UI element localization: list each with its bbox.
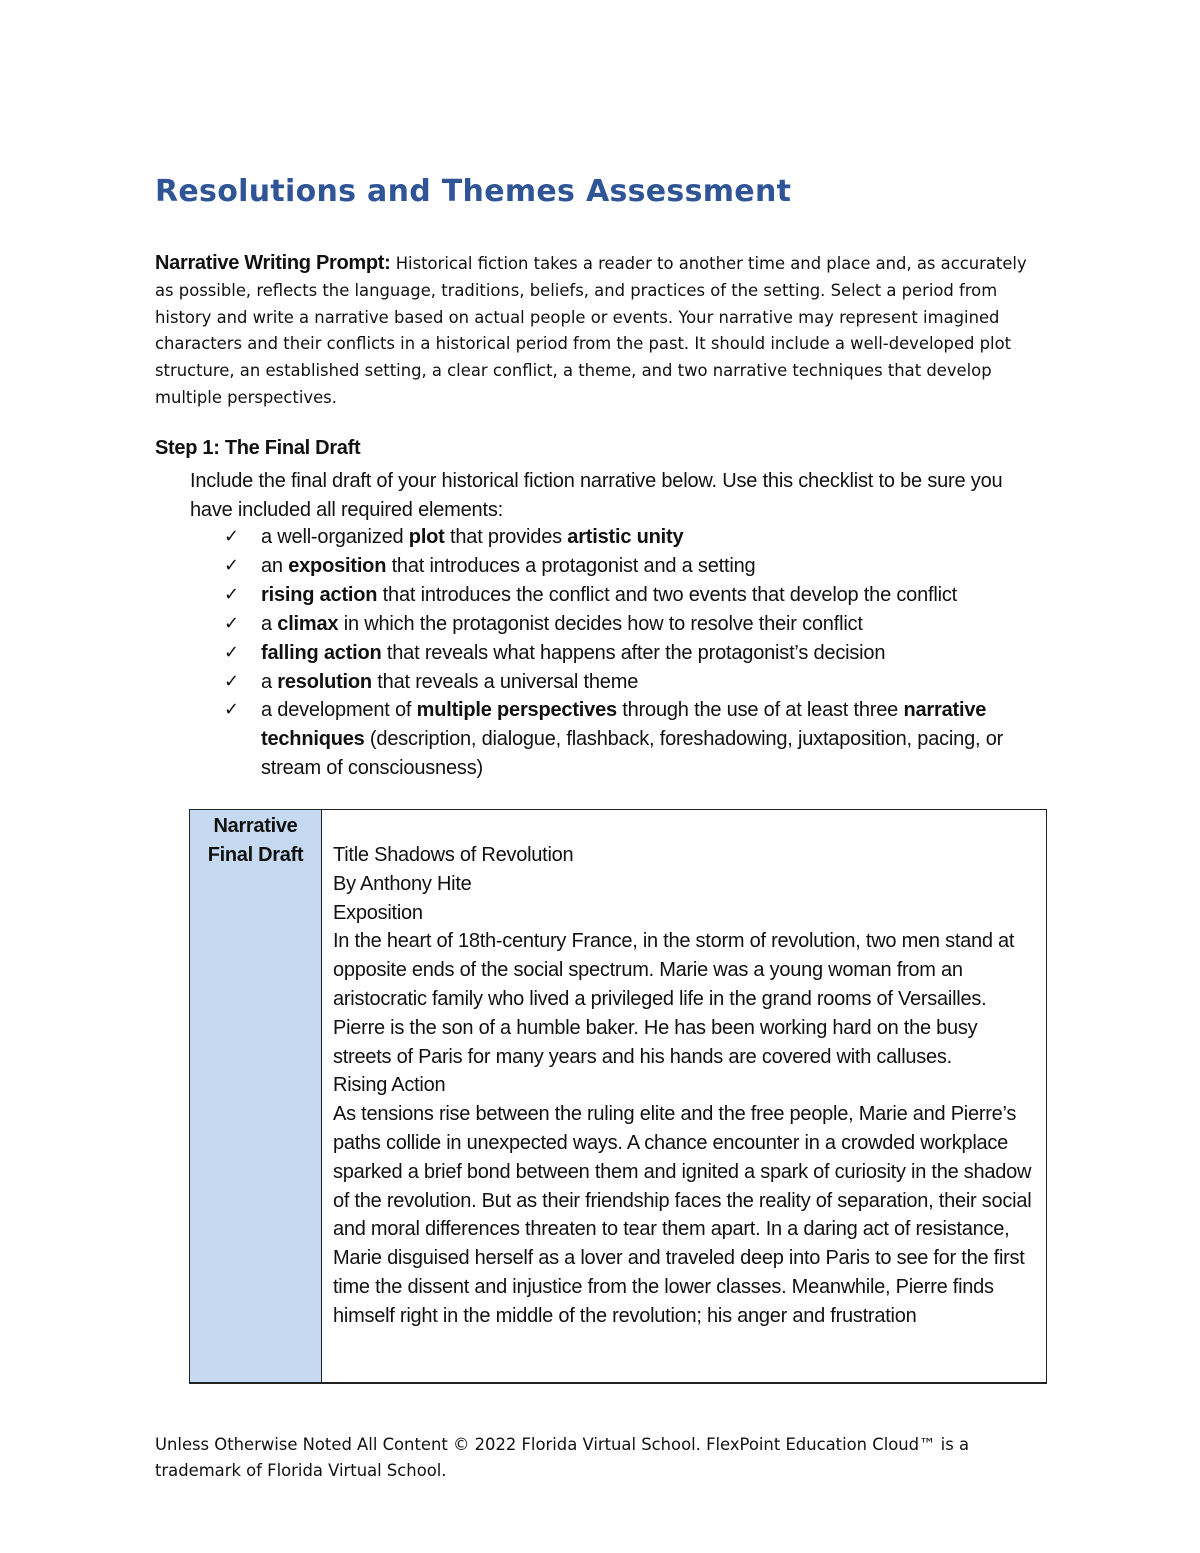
draft-line: In the heart of 18th-century France, in the storm of revolution, two men stand at opposite ends of the social spectrum. Marie was a young woman from an aristocratic family who lived a privileged life in the grand rooms of Versailles. Pierre is the son of a humble baker. He has been working hard on the busy streets of Paris for many years and his hands are covered with calluses. bbox=[333, 930, 1015, 1068]
checkmark-icon: ✓ bbox=[224, 699, 239, 721]
checklist-text: a well-organized bbox=[261, 526, 409, 548]
checklist-item bbox=[224, 639, 1064, 668]
draft-line: Exposition bbox=[333, 901, 423, 924]
checkmark-icon: ✓ bbox=[224, 612, 239, 634]
narrative-final-draft-table bbox=[189, 809, 1047, 1383]
requirements-checklist bbox=[224, 523, 1064, 783]
checklist-term: plot bbox=[408, 526, 445, 548]
prompt-label: Narrative Writing Prompt: bbox=[155, 252, 391, 274]
checklist-item bbox=[224, 610, 1064, 639]
checklist-term: falling action bbox=[261, 641, 382, 664]
checkmark-icon: ✓ bbox=[224, 526, 239, 547]
checklist-text: a bbox=[261, 670, 278, 693]
table-content-cell bbox=[322, 810, 1046, 1382]
checklist-term: rising action bbox=[261, 583, 378, 606]
checklist-item bbox=[224, 581, 1064, 610]
checklist-item bbox=[224, 523, 1064, 552]
checklist-text: (description, dialogue, flashback, foreshadowing, juxtaposition, pacing, or stream of consciousness) bbox=[261, 728, 1004, 780]
copyright-footer: Unless Otherwise Noted All Content © 2022 Florida Virtual School. FlexPoint Education Cloud™ is a trademark of Florida Virtual School. bbox=[155, 1435, 970, 1480]
checklist-text: that introduces the conflict and two events that develop the conflict bbox=[377, 583, 958, 606]
prompt-text: Historical fiction takes a reader to another time and place and, as accurately as possible, reflects the language, traditions, beliefs, and practices of the setting. Select a period from history and write a narrative based on actual people or events. Your narrative may represent imagined characters and their conflicts in a historical period from the past. It should include a well-developed plot structure, an established setting, a clear conflict, a theme, and two narrative techniques that develop multiple perspectives. bbox=[155, 254, 1027, 407]
checklist-text: that reveals a universal theme bbox=[371, 670, 639, 693]
narrative-writing-prompt bbox=[155, 250, 1045, 412]
checklist-term: exposition bbox=[288, 554, 387, 577]
table-label-cell: Narrative Final Draft bbox=[190, 810, 322, 1382]
page-title: Resolutions and Themes Assessment bbox=[155, 174, 792, 209]
checklist-text: an bbox=[261, 554, 289, 577]
checklist-item bbox=[224, 696, 1064, 783]
checklist-term: resolution bbox=[277, 670, 372, 693]
checkmark-icon: ✓ bbox=[224, 554, 239, 576]
checklist-text: through the use of at least three bbox=[616, 699, 904, 722]
checkmark-icon: ✓ bbox=[224, 583, 239, 605]
checklist-text: a development of bbox=[261, 699, 417, 722]
checkmark-icon: ✓ bbox=[224, 670, 239, 692]
table-bottom-border bbox=[189, 1382, 1047, 1384]
checklist-item bbox=[224, 668, 1064, 697]
checklist-text: that introduces a protagonist and a setting bbox=[386, 554, 756, 577]
draft-line: Rising Action bbox=[333, 1074, 446, 1097]
checklist-item bbox=[224, 552, 1064, 581]
checkmark-icon: ✓ bbox=[224, 641, 239, 663]
checklist-text: that provides bbox=[444, 526, 568, 548]
checklist-text: that reveals what happens after the protagonist’s decision bbox=[381, 641, 886, 664]
checklist-text: in which the protagonist decides how to resolve their conflict bbox=[338, 612, 863, 635]
checklist-term: climax bbox=[277, 612, 339, 635]
checklist-term: narrative techniques bbox=[261, 699, 987, 751]
step-1-heading: Step 1: The Final Draft bbox=[155, 437, 361, 459]
draft-line: Title Shadows of Revolution bbox=[333, 844, 574, 866]
step-1-instructions: Include the final draft of your historical fiction narrative below. Use this checklist to be sure you have included all required elements: bbox=[190, 470, 1003, 521]
checklist-text: a bbox=[261, 612, 278, 635]
checklist-term: multiple perspectives bbox=[416, 699, 617, 722]
checklist-term: artistic unity bbox=[567, 526, 684, 548]
draft-line: By Anthony Hite bbox=[333, 872, 472, 895]
draft-line: As tensions rise between the ruling elite and the free people, Marie and Pierre’s paths collide in unexpected ways. A chance encounter in a crowded workplace sparked a brief bond between them and ignited a spark of curiosity in the shadow of the revolution. But as their friendship faces the reality of separation, their social and moral differences threaten to tear them apart. In a daring act of resistance, Marie disguised herself as a lover and traveled deep into Paris to see for the first time the dissent and injustice from the lower classes. Meanwhile, Pierre finds himself right in the middle of the revolution; his anger and frustration bbox=[333, 1103, 1032, 1327]
